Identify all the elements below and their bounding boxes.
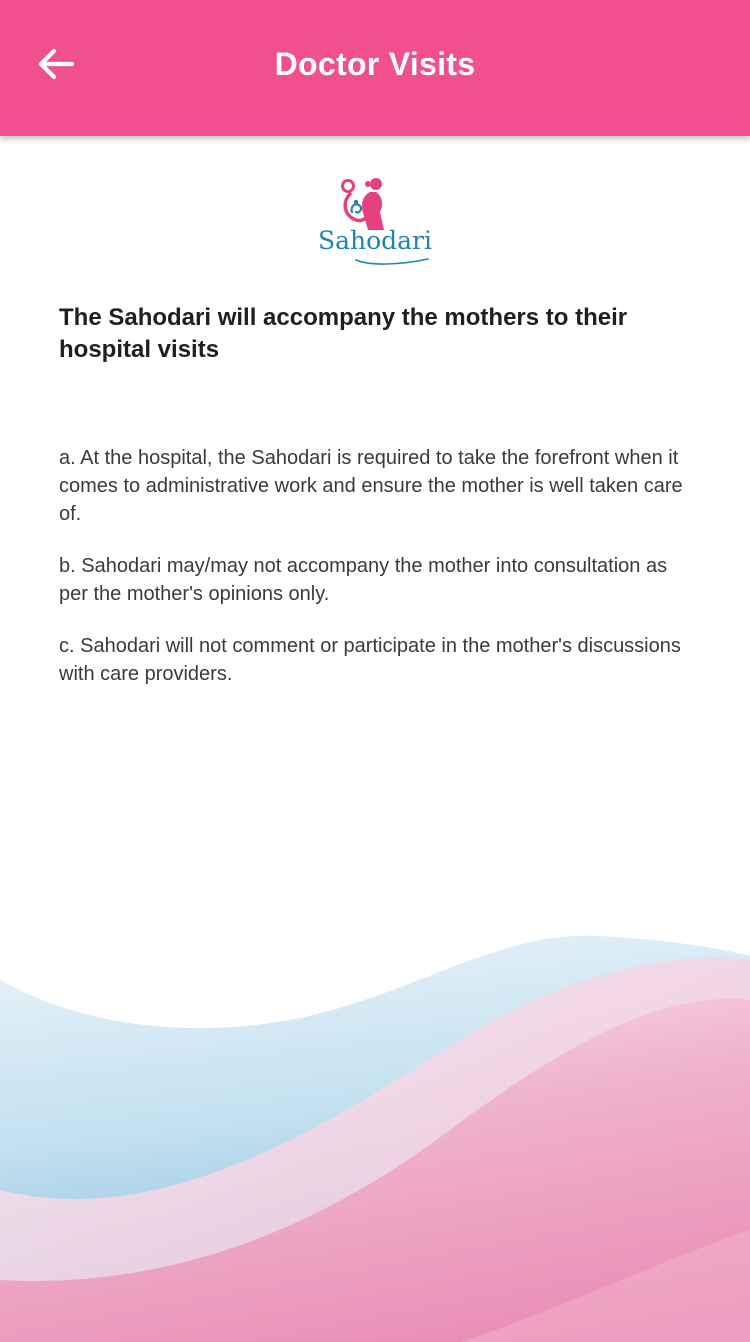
logo-underline-icon [310,256,440,268]
sahodari-logo [310,172,440,268]
point-b: b. Sahodari may/may not accompany the mother into consultation as per the mother's opinions only. [59,555,668,605]
content-section [59,302,699,712]
point-c: c. Sahodari will not comment or participate in the mother's discussions with care providers. [59,635,681,685]
logo-text: Sahodari [317,226,433,255]
headline: The Sahodari will accompany the mothers to their hospital visits [59,304,628,363]
page-title: Doctor Visits [274,46,476,82]
point-a: a. At the hospital, the Sahodari is required to take the forefront when it comes to administrative work and ensure the mother is well taken care of. [59,447,683,525]
sahodari-mother-child-logo [310,172,440,232]
decorative-waves [0,930,750,1342]
points-list [59,444,699,688]
app-bar [0,0,750,136]
